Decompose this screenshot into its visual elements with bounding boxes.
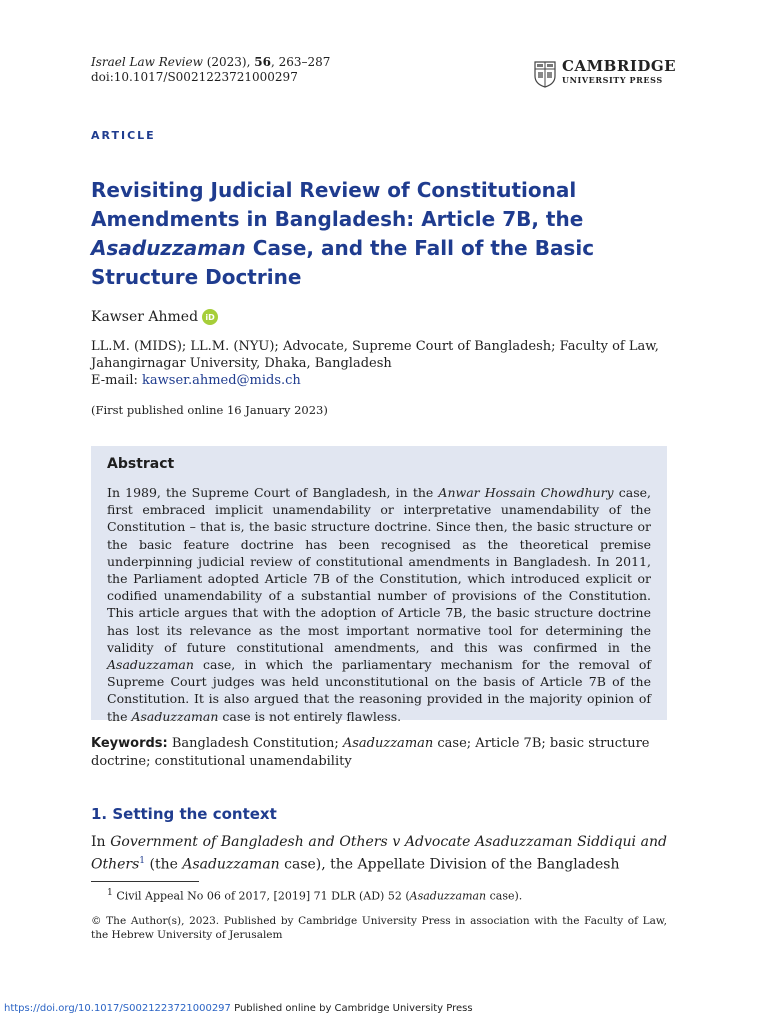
journal-pages: , 263–287 bbox=[270, 55, 331, 69]
article-type-label: ARTICLE bbox=[91, 129, 156, 142]
abstract-italic: Asaduzzaman bbox=[107, 657, 194, 673]
footnote-divider bbox=[91, 881, 199, 882]
copyright-notice: © The Author(s), 2023. Published by Cambridge University Press in association with the Faculty of Law, the Hebrew University of Jerusalem bbox=[91, 915, 667, 941]
publisher-logo bbox=[562, 58, 676, 85]
footnote-text: case). bbox=[486, 889, 523, 903]
abstract-text: case, first embraced implicit unamendability or interpretative unamendability of the Constitution – that is, the basic structure doctrine. Since then, the basic structure or the basic feature doctrine has been recognised as the theoretical premise underpinning judicial review of constitutional amendments in Bangladesh. In 2011, the Parliament adopted Article 7B of the Constitution, which introduced explicit or codified unamendability of a substantial number of provisions of the Constitution. This article argues that with the adoption of Article 7B, the basic structure doctrine has lost its relevance as the most important normative tool for determining the validity of future constitutional amendments, and this was confirmed in the bbox=[107, 485, 651, 655]
abstract-text: case, in which the parliamentary mechanism for the removal of Supreme Court judges was held unconstitutional on the basis of Article 7B of the Constitution. It is also argued that the reasoning provided in the majority opinion of the bbox=[107, 657, 651, 724]
cambridge-shield-icon bbox=[533, 60, 557, 88]
journal-name: Israel Law Review bbox=[91, 55, 203, 69]
keywords-text: case; Article 7B; basic structure doctrine; constitutional unamendability bbox=[91, 736, 650, 769]
abstract-italic: Asaduzzaman bbox=[131, 708, 219, 724]
abstract-body bbox=[107, 484, 651, 725]
body-italic: Asaduzzaman bbox=[182, 856, 280, 873]
title-italic: Asaduzzaman bbox=[91, 236, 246, 260]
email-label: E-mail: bbox=[91, 373, 143, 388]
body-text: case), the Appellate Division of the Bangladesh bbox=[279, 856, 620, 873]
bottom-bar-text: Published online by Cambridge University Press bbox=[230, 1003, 473, 1014]
journal-citation bbox=[91, 55, 330, 85]
keywords-text: Bangladesh Constitution; bbox=[167, 736, 343, 751]
footnote-ref-link[interactable]: 1 bbox=[139, 856, 146, 866]
affiliation bbox=[91, 338, 671, 389]
body-text: In bbox=[91, 834, 111, 850]
author bbox=[91, 309, 218, 325]
abstract-italic: Anwar Hossain Chowdhury bbox=[438, 485, 614, 500]
publisher-logo-line1: CAMBRIDGE bbox=[562, 57, 677, 75]
abstract-text: In 1989, the Supreme Court of Bangladesh, in the bbox=[107, 485, 439, 500]
footnote-italic: Asaduzzaman bbox=[409, 889, 487, 903]
abstract-heading: Abstract bbox=[107, 456, 175, 472]
title-part2: Case, and the Fall of the Basic Structure Doctrine bbox=[91, 236, 595, 289]
journal-year: (2023), bbox=[202, 55, 255, 69]
affiliation-text: LL.M. (MIDS); LL.M. (NYU); Advocate, Supreme Court of Bangladesh; Faculty of Law, Jahangirnagar University, Dhaka, Bangladesh bbox=[91, 339, 659, 371]
orcid-icon[interactable]: iD bbox=[202, 309, 218, 325]
publisher-logo-line2: UNIVERSITY PRESS bbox=[562, 75, 663, 85]
body-paragraph bbox=[91, 833, 667, 875]
article-title bbox=[91, 176, 651, 292]
footnote-number: 1 bbox=[107, 887, 113, 898]
journal-volume: 56 bbox=[254, 55, 271, 69]
title-part1: Revisiting Judicial Review of Constitutional Amendments in Bangladesh: Article 7B, the bbox=[91, 178, 584, 231]
keywords-italic: Asaduzzaman bbox=[342, 736, 434, 751]
abstract-text: case is not entirely flawless. bbox=[218, 708, 402, 724]
footnote bbox=[107, 886, 667, 904]
doi-link[interactable]: https://doi.org/10.1017/S0021223721000297 bbox=[4, 1003, 231, 1014]
email-link[interactable]: kawser.ahmed@mids.ch bbox=[142, 373, 301, 388]
author-name[interactable]: Kawser Ahmed bbox=[91, 309, 199, 325]
bottom-bar bbox=[4, 1003, 473, 1014]
body-italic: Government of Bangladesh and Others v Advocate Asaduzzaman Siddiqui and Others bbox=[91, 834, 668, 873]
published-note: (First published online 16 January 2023) bbox=[91, 403, 328, 417]
section-heading: 1. Setting the context bbox=[91, 805, 277, 823]
keywords-label: Keywords: bbox=[91, 736, 168, 751]
journal-doi: doi:10.1017/S0021223721000297 bbox=[91, 70, 298, 84]
footnote-text: Civil Appeal No 06 of 2017, [2019] 71 DLR (AD) 52 ( bbox=[112, 889, 410, 903]
keywords bbox=[91, 735, 667, 771]
body-text: (the bbox=[145, 856, 183, 873]
